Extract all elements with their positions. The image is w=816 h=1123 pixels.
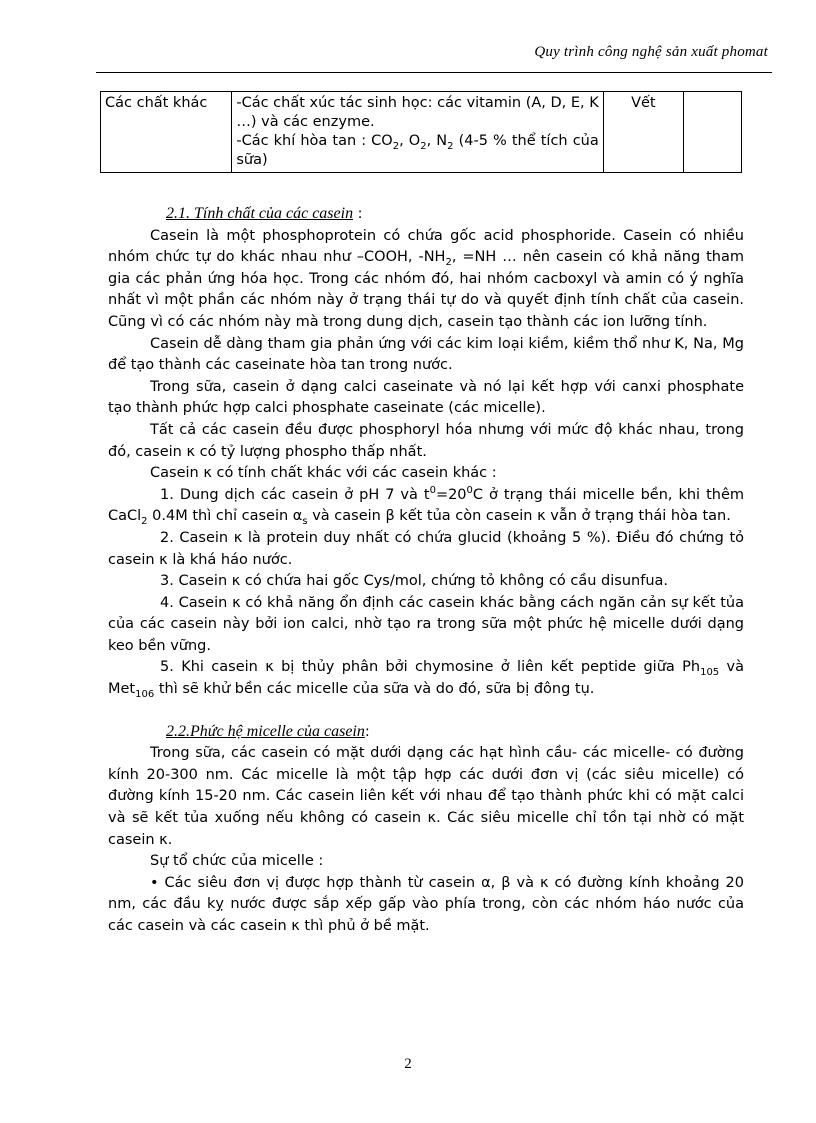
list-item: 2. Casein κ là protein duy nhất có chứa glucid (khoảng 5 %). Điều đó chứng tỏ casein κ là khá háo nước. xyxy=(108,529,744,568)
desc-line-1: -Các chất xúc tác sinh học: các vitamin (A, D, E, K …) và các enzyme. xyxy=(236,95,599,130)
table-cell-name: Các chất khác xyxy=(101,92,232,173)
running-header: Quy trình công nghệ sản xuất phomat xyxy=(534,44,768,60)
paragraph: Casein dễ dàng tham gia phản ứng với các kim loại kiềm, kiềm thổ như K, Na, Mg để tạo thành các caseinate hòa tan trong nước. xyxy=(108,335,744,374)
paragraph: Trong sữa, các casein có mặt dưới dạng các hạt hình cầu- các micelle- có đường kính 20-300 nm. Các micelle là một tập hợp các dưới đơn vị (các siêu micelle) có đường kính 15-20 nm. Các casein liên kết với nhau để tạo thành phức khi có mặt calci và sẽ kết tủa xuống nếu không có casein κ. Các siêu micelle chỉ tồn tại nhờ có mặt casein κ. xyxy=(108,745,744,848)
section-title-2-1: 2.1. Tính chất của các casein : xyxy=(166,205,363,222)
paragraph: Casein κ có tính chất khác với các casein khác : xyxy=(150,465,497,482)
composition-table xyxy=(100,91,742,173)
table-cell-description xyxy=(232,92,603,173)
section-gap xyxy=(108,701,744,721)
paragraph: Casein là một phosphoprotein có chứa gốc acid phosphoride. Casein có nhiều nhóm chức tự do khác nhau như –COOH, $-NH_2$, =NH … nên casein có khả năng tham gia các phản ứng hóa học. Trong các nhóm đó, hai nhóm cacboxyl và amin có ý nghĩa nhất vì một phần các nhóm này ở trạng thái tự do và quyết định tính chất của casein. Cũng vì có các nhóm này mà trong dung dịch, casein tạo thành các ion lưỡng tính. xyxy=(108,227,744,330)
paragraph: Sự tổ chức của micelle : xyxy=(150,853,324,870)
table-cell-amount: Vết xyxy=(603,92,683,173)
table-cell-extra xyxy=(683,92,741,173)
list-item: 1. Dung dịch các casein ở pH 7 và $t^0=20^0C$ ở trạng thái micelle bền, khi thêm CaCl$_2$ 0.4M thì chỉ casein $\alpha_s$ và casein β kết tủa còn casein κ vẫn ở trạng thái hòa tan. xyxy=(108,484,744,528)
list-item: 4. Casein κ có khả năng ổn định các casein khác bằng cách ngăn cản sự kết tủa của các casein này bởi ion calci, nhờ tạo ra trong sữa một phức hệ micelle dưới dạng keo bền vững. xyxy=(108,594,744,654)
header-rule xyxy=(96,72,772,73)
paragraph: Tất cả các casein đều được phosphoryl hóa nhưng với mức độ khác nhau, trong đó, casein κ có tỷ lượng phospho thấp nhất. xyxy=(108,421,744,460)
page-number: 2 xyxy=(404,1056,412,1072)
desc-line-2: -Các khí hòa tan : $CO_2$, $O_2$, $N_2$ (4-5 % thể tích của sữa) xyxy=(236,133,599,168)
table-row xyxy=(101,92,742,173)
page-content xyxy=(108,203,744,938)
section-title-2-2: 2.2.Phức hệ micelle của casein: xyxy=(166,722,370,740)
bullet-item: • Các siêu đơn vị được hợp thành từ casein α, β và κ có đường kính khoảng 20 nm, các đầu kỵ nước được sắp xếp gấp vào phía trong, còn các nhóm háo nước của các casein và các casein κ thì phủ ở bề mặt. xyxy=(108,874,744,934)
list-item: 3. Casein κ có chứa hai gốc Cys/mol, chứng tỏ không có cầu disunfua. xyxy=(160,573,669,590)
list-item: 5. Khi casein κ bị thủy phân bởi chymosine ở liên kết peptide giữa $Ph_{105}$ và Met$_{106}$ thì sẽ khử bền các micelle của sữa và do đó, sữa bị đông tụ. xyxy=(108,659,745,700)
paragraph: Trong sữa, casein ở dạng calci caseinate và nó lại kết hợp với canxi phosphate tạo thành phức hợp calci phosphate caseinate (các micelle). xyxy=(108,378,744,417)
